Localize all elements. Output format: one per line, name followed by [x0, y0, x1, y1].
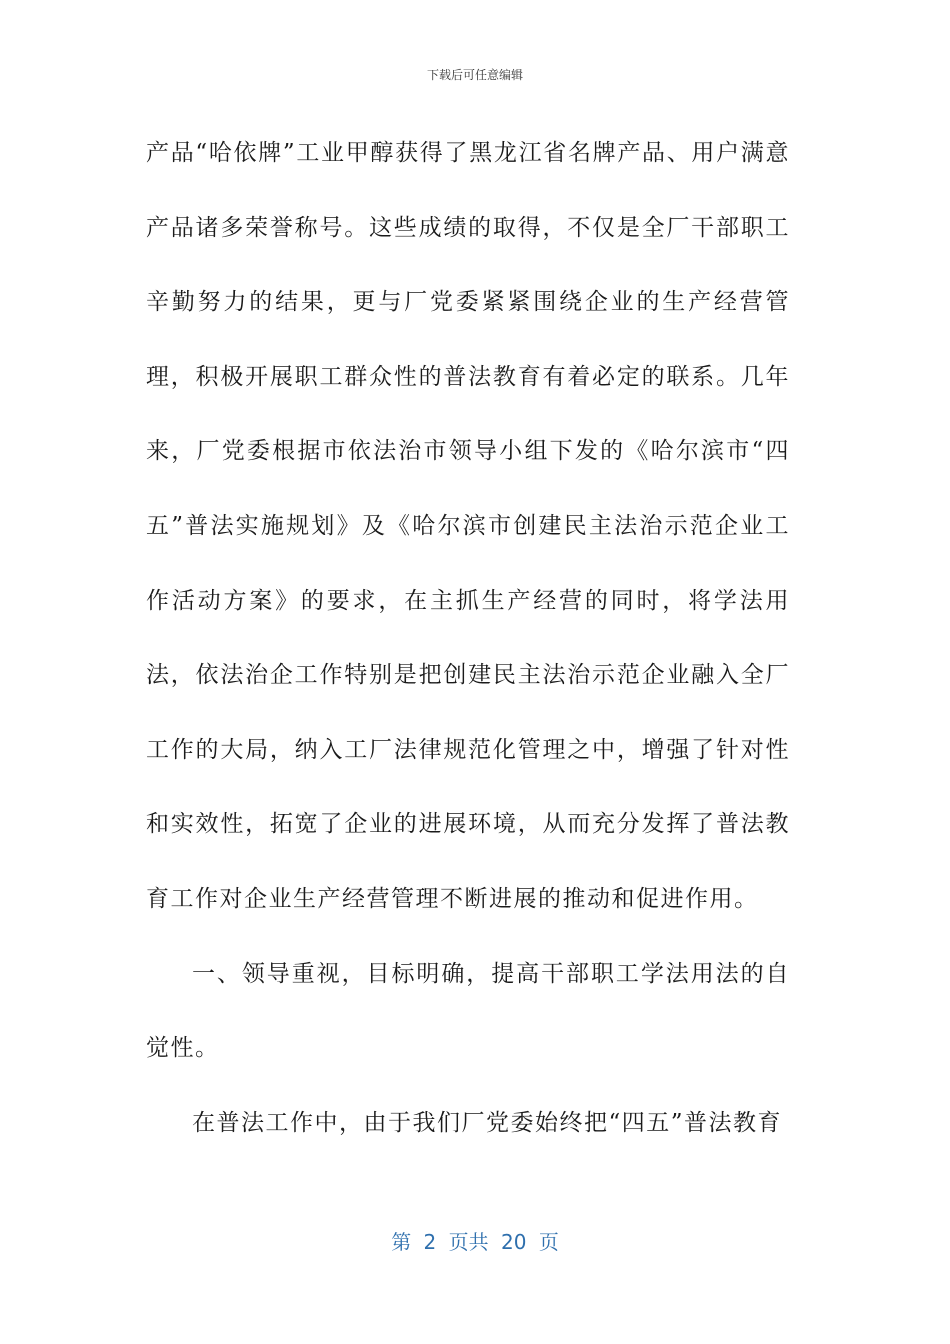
- document-body: [146, 116, 790, 1160]
- total-pages-number: 20: [501, 1230, 527, 1254]
- paragraph-1: 产品“哈依牌”工业甲醇获得了黑龙江省名牌产品、用户满意产品诸多荣誉称号。这些成绩的取得，不仅是全厂干部职工辛勤努力的结果，更与厂党委紧紧围绕企业的生产经营管理，积极开展职工群众性的普法教育有着必定的联系。几年来，厂党委根据市依法治市领导小组下发的《哈尔滨市“四五”普法实施规划》及《哈尔滨市创建民主法治示范企业工作活动方案》的要求，在主抓生产经营的同时，将学法用法，依法治企工作特别是把创建民主法治示范企业融入全厂工作的大局，纳入工厂法律规范化管理之中，增强了针对性和实效性，拓宽了企业的进展环境，从而充分发挥了普法教育工作对企业生产经营管理不断进展的推动和促进作用。: [146, 140, 790, 912]
- page-footer: [0, 1226, 950, 1255]
- page-label-prefix: 第: [391, 1230, 412, 1254]
- paragraph-2-heading: 一、领导重视，目标明确，提高干部职工学法用法的自觉性。: [146, 960, 790, 1062]
- current-page-number: 2: [423, 1230, 437, 1254]
- page-label-suffix: 页: [538, 1230, 559, 1254]
- page-header-note: 下载后可任意编辑: [426, 68, 523, 82]
- paragraph-3: 在普法工作中，由于我们厂党委始终把“四五”普法教育: [192, 1109, 783, 1136]
- page-label-mid: 页共: [448, 1230, 489, 1254]
